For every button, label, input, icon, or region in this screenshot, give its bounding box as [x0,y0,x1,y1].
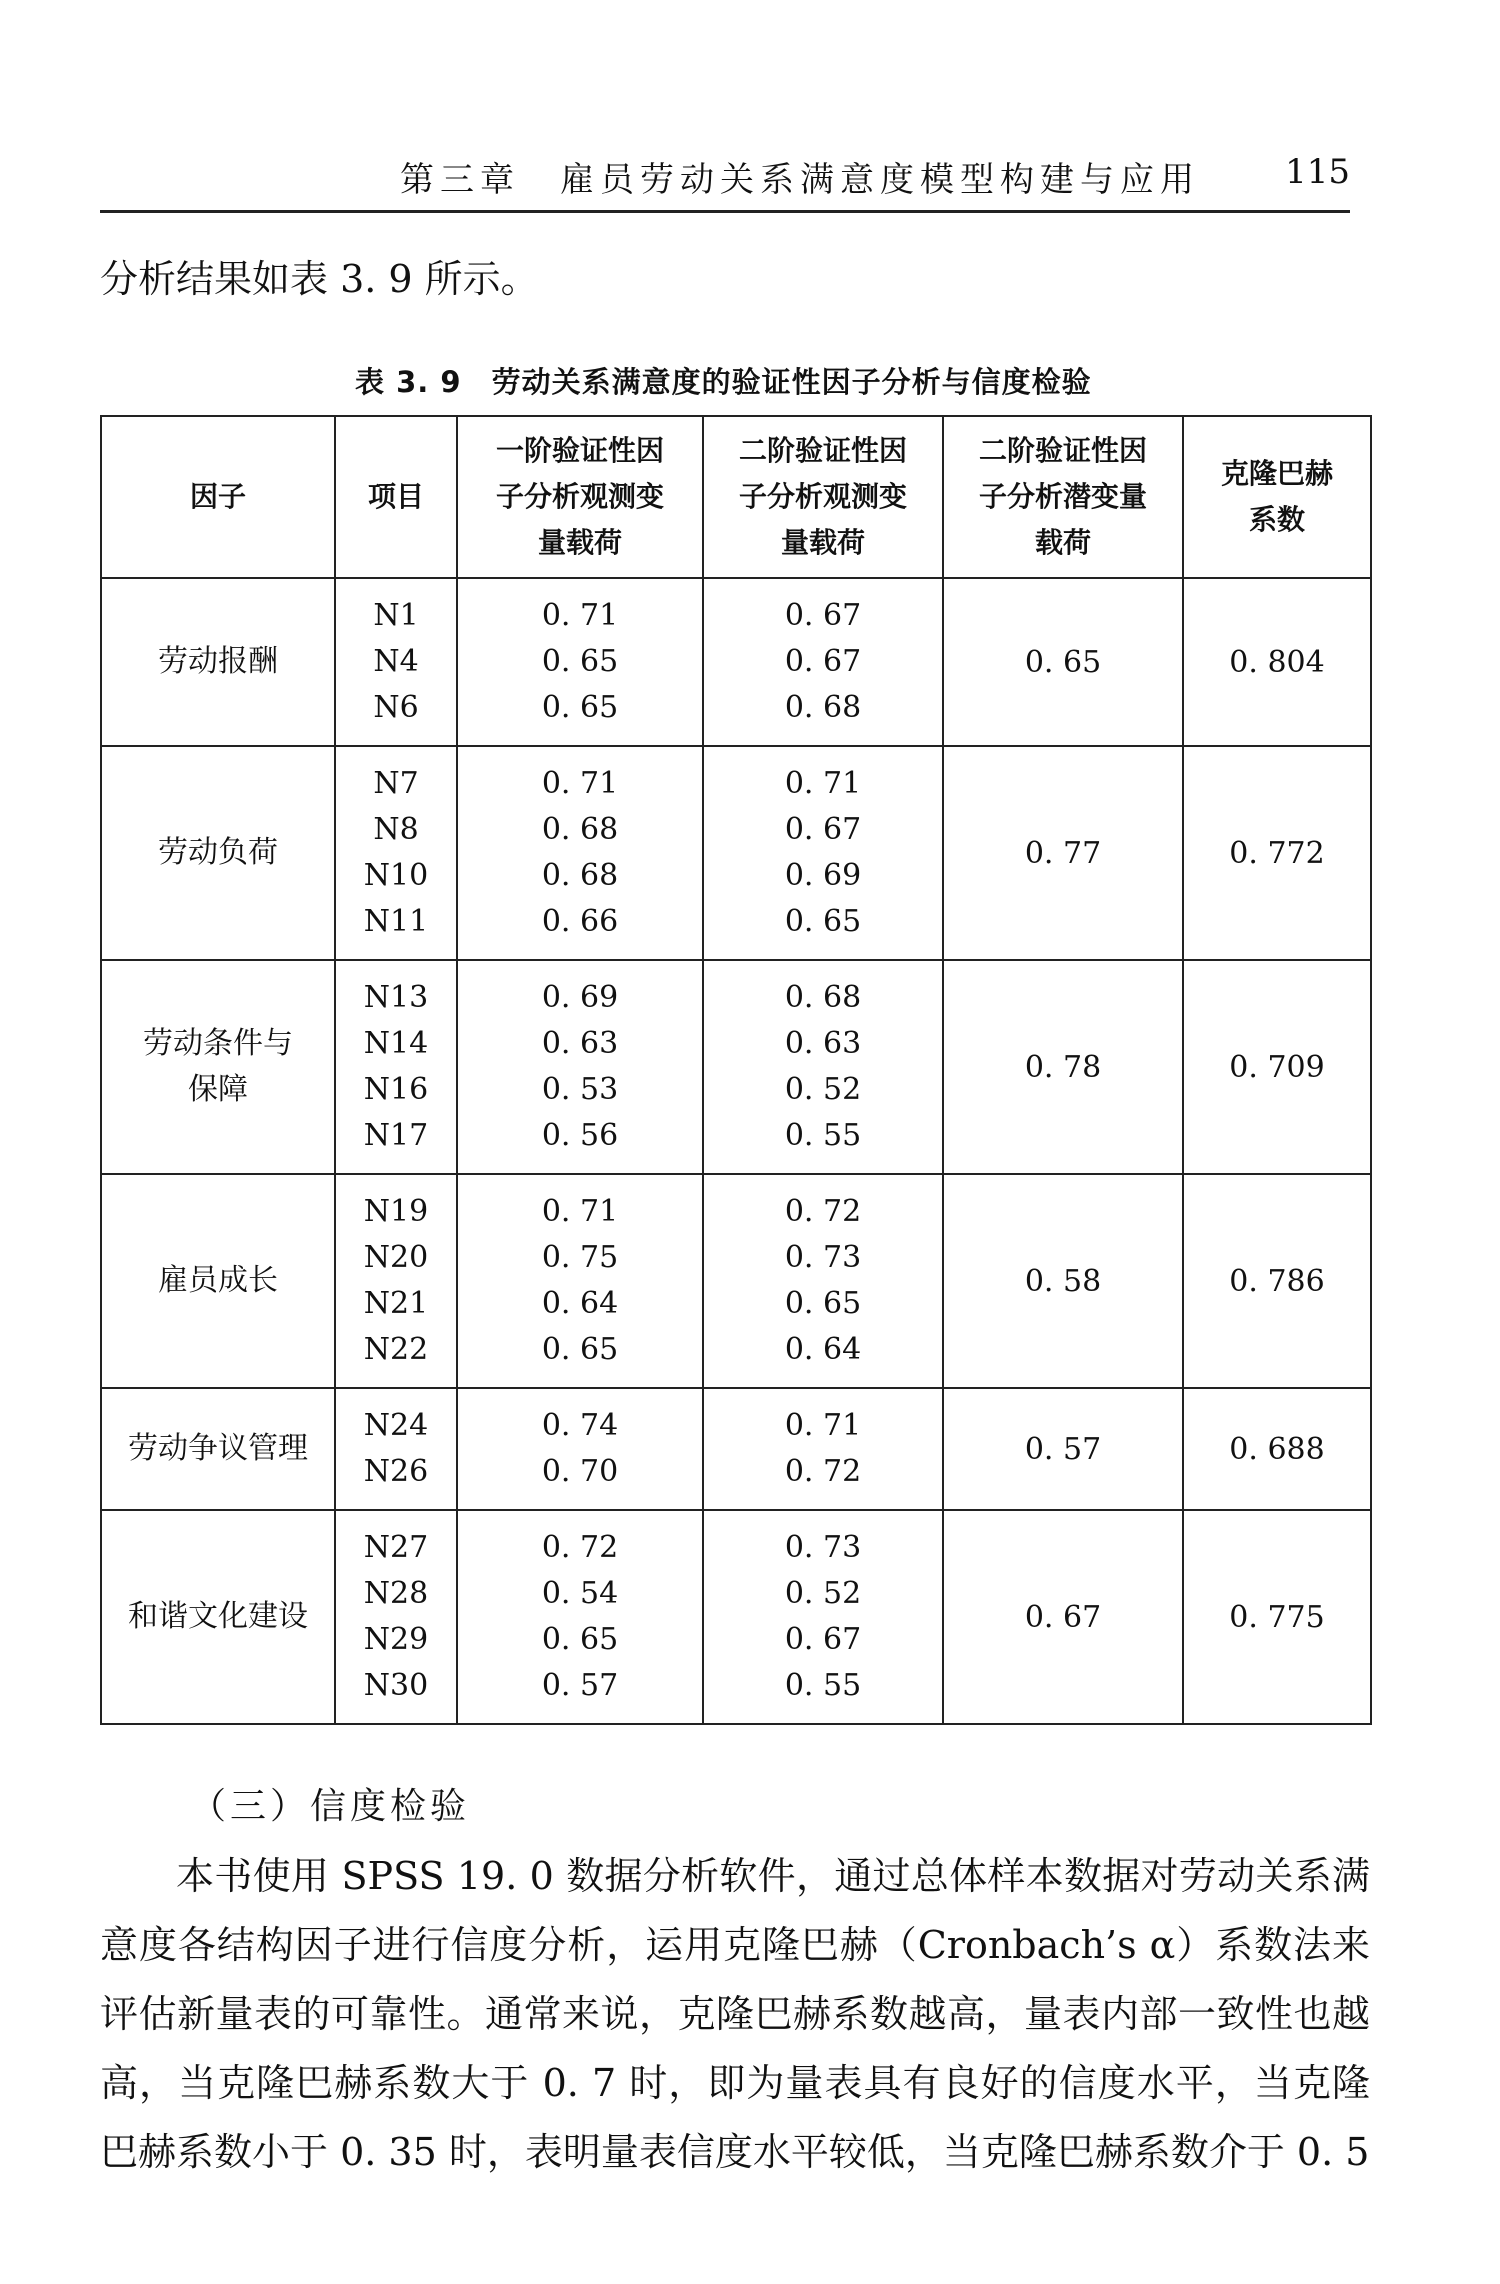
second-order-observed-loading: 0. 64 [784,1332,862,1367]
first-order-loading: 0. 68 [541,858,619,893]
first-order-loading: 0. 53 [541,1072,619,1107]
table-caption: 表 3. 9 劳动关系满意度的验证性因子分析与信度检验 [355,365,1092,399]
first-order-loading-cell [457,1388,703,1510]
table-row [101,578,1371,746]
item-code: N27 [363,1530,429,1565]
table-row [101,746,1371,960]
second-order-observed-loading-cell [703,746,943,960]
latent-loading: 0. 57 [943,1388,1183,1510]
page-number: 115 [1285,152,1350,192]
second-order-observed-loading: 0. 63 [784,1026,862,1061]
item-code: N4 [373,644,419,679]
factor-name: 和谐文化建设 [101,1510,335,1724]
table-row [101,1510,1371,1724]
factor-name: 雇员成长 [101,1174,335,1388]
latent-loading: 0. 65 [943,578,1183,746]
cronbach-alpha: 0. 772 [1183,746,1371,960]
first-order-loading: 0. 65 [541,1622,619,1657]
second-order-observed-loading: 0. 65 [784,1286,862,1321]
second-order-observed-loading: 0. 67 [784,644,862,679]
first-order-loading: 0. 66 [541,904,619,939]
item-code: N29 [363,1622,429,1657]
second-order-observed-loading: 0. 71 [784,1408,862,1443]
section-heading: （三）信度检验 [190,1786,471,1827]
first-order-loading-cell [457,1174,703,1388]
item-code: N19 [363,1194,429,1229]
cronbach-alpha: 0. 786 [1183,1174,1371,1388]
header-second-order-latent-loading: 二阶验证性因子分析潜变量载荷 [943,416,1183,578]
first-order-loading: 0. 71 [541,766,619,801]
second-order-observed-loading: 0. 68 [784,690,862,725]
header-second-order-observed-loading: 二阶验证性因子分析观测变量载荷 [703,416,943,578]
header-item: 项目 [335,416,457,578]
header-factor: 因子 [101,416,335,578]
second-order-observed-loading-cell [703,1388,943,1510]
item-code: N17 [363,1118,429,1153]
first-order-loading: 0. 72 [541,1530,619,1565]
first-order-loading: 0. 68 [541,812,619,847]
second-order-observed-loading: 0. 67 [784,812,862,847]
factor-name: 劳动争议管理 [101,1388,335,1510]
item-code: N24 [363,1408,429,1443]
item-code: N30 [363,1668,429,1703]
second-order-observed-loading: 0. 67 [784,1622,862,1657]
item-code-cell [335,578,457,746]
header-cronbach-alpha: 克隆巴赫系数 [1183,416,1371,578]
latent-loading: 0. 77 [943,746,1183,960]
item-code: N21 [363,1286,429,1321]
item-code: N7 [373,766,419,801]
first-order-loading: 0. 65 [541,1332,619,1367]
header-first-order-loading: 一阶验证性因子分析观测变量载荷 [457,416,703,578]
item-code: N6 [373,690,419,725]
cronbach-alpha: 0. 804 [1183,578,1371,746]
second-order-observed-loading-cell [703,578,943,746]
first-order-loading: 0. 65 [541,690,619,725]
second-order-observed-loading: 0. 52 [784,1576,862,1611]
first-order-loading: 0. 63 [541,1026,619,1061]
item-code: N11 [363,904,429,939]
second-order-observed-loading: 0. 55 [784,1118,862,1153]
table-row [101,1388,1371,1510]
first-order-loading: 0. 65 [541,644,619,679]
cronbach-alpha: 0. 775 [1183,1510,1371,1724]
latent-loading: 0. 78 [943,960,1183,1174]
intro-text: 分析结果如表 3. 9 所示。 [100,257,539,301]
second-order-observed-loading: 0. 65 [784,904,862,939]
first-order-loading-cell [457,960,703,1174]
body-paragraph: 本书使用 SPSS 19. 0 数据分析软件，通过总体样本数据对劳动关系满意度各结构因子进行信度分析，运用克隆巴赫（Cronbach’s α）系数法来评估新量表的可靠性。通常来说，克隆巴赫系数越高，量表内部一致性也越高，当克隆巴赫系数大于 0. 7 时，即为量表具有良好的信度水平，当克隆巴赫系数小于 0. 35 时，表明量表信度水平较低，当克隆巴赫系数介于 0. 5 [100,1854,1370,2174]
item-code: N10 [363,858,429,893]
running-header [100,140,1350,213]
second-order-observed-loading: 0. 73 [784,1530,862,1565]
item-code: N16 [363,1072,429,1107]
item-code: N13 [363,980,429,1015]
item-code: N1 [373,598,419,633]
second-order-observed-loading: 0. 72 [784,1194,862,1229]
second-order-observed-loading: 0. 72 [784,1454,862,1489]
chapter-title: 第三章 雇员劳动关系满意度模型构建与应用 [400,160,1200,200]
item-code: N28 [363,1576,429,1611]
item-code: N14 [363,1026,429,1061]
first-order-loading: 0. 71 [541,1194,619,1229]
first-order-loading: 0. 74 [541,1408,619,1443]
second-order-observed-loading: 0. 73 [784,1240,862,1275]
item-code-cell [335,1388,457,1510]
latent-loading: 0. 58 [943,1174,1183,1388]
item-code-cell [335,1174,457,1388]
item-code: N20 [363,1240,429,1275]
second-order-observed-loading: 0. 69 [784,858,862,893]
table-row [101,1174,1371,1388]
second-order-observed-loading-cell [703,1174,943,1388]
cronbach-alpha: 0. 688 [1183,1388,1371,1510]
second-order-observed-loading: 0. 68 [784,980,862,1015]
second-order-observed-loading-cell [703,1510,943,1724]
first-order-loading: 0. 70 [541,1454,619,1489]
factor-name: 劳动负荷 [101,746,335,960]
second-order-observed-loading-cell [703,960,943,1174]
item-code-cell [335,960,457,1174]
factor-name: 劳动报酬 [101,578,335,746]
first-order-loading: 0. 57 [541,1668,619,1703]
first-order-loading: 0. 54 [541,1576,619,1611]
second-order-observed-loading: 0. 52 [784,1072,862,1107]
first-order-loading: 0. 64 [541,1286,619,1321]
item-code-cell [335,746,457,960]
cronbach-alpha: 0. 709 [1183,960,1371,1174]
second-order-observed-loading: 0. 55 [784,1668,862,1703]
latent-loading: 0. 67 [943,1510,1183,1724]
first-order-loading: 0. 69 [541,980,619,1015]
item-code-cell [335,1510,457,1724]
first-order-loading-cell [457,578,703,746]
table-header-row [101,416,1371,578]
second-order-observed-loading: 0. 71 [784,766,862,801]
second-order-observed-loading: 0. 67 [784,598,862,633]
first-order-loading-cell [457,746,703,960]
first-order-loading: 0. 56 [541,1118,619,1153]
first-order-loading-cell [457,1510,703,1724]
factor-name: 劳动条件与保障 [101,960,335,1174]
cfa-reliability-table [100,415,1372,1725]
item-code: N22 [363,1332,429,1367]
table-row [101,960,1371,1174]
item-code: N8 [373,812,419,847]
first-order-loading: 0. 71 [541,598,619,633]
first-order-loading: 0. 75 [541,1240,619,1275]
item-code: N26 [363,1454,429,1489]
